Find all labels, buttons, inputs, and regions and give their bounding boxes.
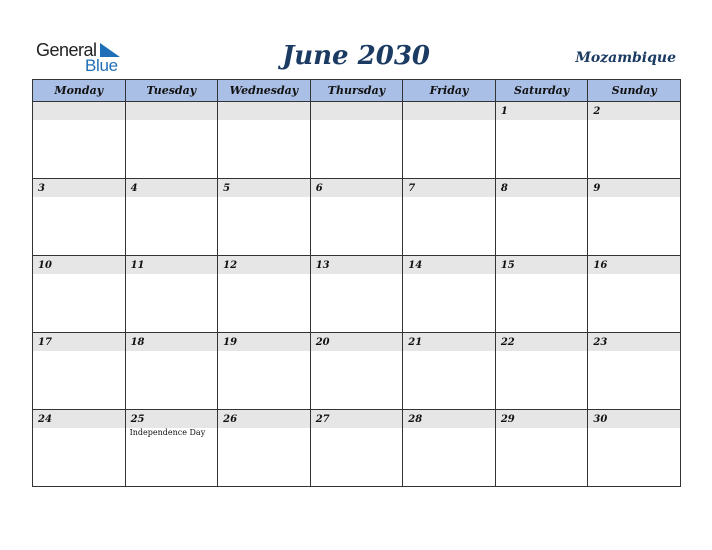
holiday-label: Independence Day [129, 428, 206, 437]
day-cell [588, 256, 681, 333]
day-cell [310, 410, 403, 487]
day-number: 12 [223, 260, 238, 271]
day-cell [33, 333, 126, 410]
day-number: 3 [38, 183, 45, 194]
day-number: 23 [593, 337, 608, 348]
day-number: 29 [500, 414, 515, 425]
day-number-bar [403, 410, 495, 428]
day-number-bar [588, 179, 680, 197]
day-number-bar [496, 256, 588, 274]
day-cell [310, 102, 403, 179]
weekday-header: Tuesday [125, 80, 218, 102]
day-cell [33, 179, 126, 256]
month-title: June 2030 [281, 41, 431, 71]
day-number: 9 [593, 183, 601, 194]
day-number: 27 [315, 414, 330, 425]
weekday-header: Monday [33, 80, 126, 102]
day-cell [495, 179, 588, 256]
weekday-header-row [33, 80, 681, 102]
week-row [33, 410, 681, 487]
day-number: 26 [223, 414, 238, 425]
day-number: 5 [223, 183, 231, 194]
day-number-bar [218, 333, 310, 351]
day-cell [588, 333, 681, 410]
day-cell [218, 102, 311, 179]
day-cell [310, 333, 403, 410]
day-number-bar [588, 256, 680, 274]
day-number-bar [403, 333, 495, 351]
day-number-bar [218, 410, 310, 428]
day-cell [218, 333, 311, 410]
day-cell [403, 102, 496, 179]
day-cell [125, 179, 218, 256]
day-number: 18 [130, 337, 145, 348]
day-number-bar [311, 410, 403, 428]
day-cell [33, 410, 126, 487]
day-number-bar [403, 256, 495, 274]
day-number-bar [126, 256, 218, 274]
day-cell [588, 179, 681, 256]
day-number: 10 [38, 260, 52, 271]
day-number-bar [311, 256, 403, 274]
day-number-bar [588, 410, 680, 428]
day-number: 24 [38, 414, 52, 425]
day-number-bar [126, 102, 218, 120]
day-number: 19 [223, 337, 238, 348]
day-cell [125, 256, 218, 333]
day-cell [495, 333, 588, 410]
day-number: 13 [315, 260, 330, 271]
day-cell [125, 102, 218, 179]
day-cell [310, 179, 403, 256]
day-number-bar [126, 179, 218, 197]
day-number: 25 [130, 414, 145, 425]
day-cell [403, 333, 496, 410]
calendar-grid [32, 79, 681, 487]
day-number-bar [218, 102, 310, 120]
day-number-bar [33, 256, 125, 274]
day-number: 4 [130, 183, 138, 194]
day-number-bar [403, 102, 495, 120]
day-cell [218, 179, 311, 256]
weekday-header: Saturday [495, 80, 588, 102]
day-cell [218, 410, 311, 487]
day-cell [588, 102, 681, 179]
day-cell [218, 256, 311, 333]
day-number: 17 [38, 337, 52, 348]
day-cell [403, 410, 496, 487]
day-cell [403, 179, 496, 256]
day-number: 14 [408, 260, 423, 271]
day-cell [125, 410, 218, 487]
day-number-bar [218, 179, 310, 197]
day-number-bar [126, 410, 218, 428]
day-number-bar [311, 333, 403, 351]
day-number: 2 [593, 106, 601, 117]
weekday-header: Wednesday [218, 80, 311, 102]
day-number-bar [496, 410, 588, 428]
week-row [33, 333, 681, 410]
day-cell [495, 256, 588, 333]
day-number-bar [496, 179, 588, 197]
day-number: 16 [593, 260, 608, 271]
day-number-bar [126, 333, 218, 351]
day-number: 21 [408, 337, 423, 348]
day-number-bar [33, 333, 125, 351]
day-number: 15 [500, 260, 515, 271]
day-number-bar [496, 102, 588, 120]
day-number-bar [403, 179, 495, 197]
country-name: Mozambique [575, 50, 676, 66]
week-row [33, 256, 681, 333]
day-number: 1 [500, 106, 508, 117]
day-number: 7 [408, 183, 416, 194]
weekday-header: Sunday [588, 80, 681, 102]
day-number-bar [33, 102, 125, 120]
day-number: 6 [315, 183, 323, 194]
weekday-header: Thursday [310, 80, 403, 102]
day-cell [125, 333, 218, 410]
week-row [33, 179, 681, 256]
day-cell [588, 410, 681, 487]
day-number-bar [311, 102, 403, 120]
week-row [33, 102, 681, 179]
day-number: 30 [593, 414, 608, 425]
day-number: 22 [500, 337, 515, 348]
brand-name-general: General [36, 40, 97, 60]
day-number: 8 [500, 183, 508, 194]
day-number: 11 [130, 260, 145, 271]
day-number-bar [33, 179, 125, 197]
day-number-bar [588, 102, 680, 120]
day-number-bar [588, 333, 680, 351]
day-cell [33, 256, 126, 333]
day-cell [495, 102, 588, 179]
day-cell [310, 256, 403, 333]
brand-name-blue: Blue [85, 56, 118, 75]
day-cell [403, 256, 496, 333]
day-number-bar [218, 256, 310, 274]
day-number-bar [496, 333, 588, 351]
day-number: 20 [315, 337, 330, 348]
day-cell [33, 102, 126, 179]
day-number: 28 [408, 414, 423, 425]
day-number-bar [33, 410, 125, 428]
weekday-header: Friday [403, 80, 496, 102]
day-cell [495, 410, 588, 487]
day-number-bar [311, 179, 403, 197]
